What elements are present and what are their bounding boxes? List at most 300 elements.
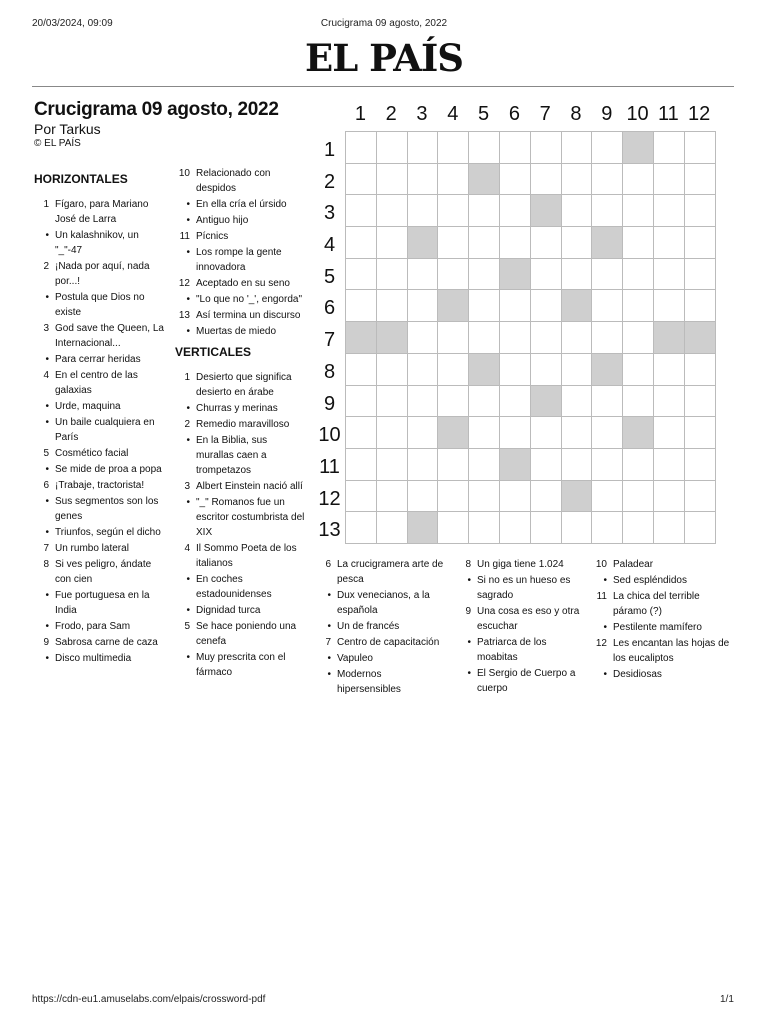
clue-text: En la Biblia, sus murallas caen a trompetazos [196,435,268,476]
clue-item [592,620,730,635]
column-number: 1 [354,103,366,125]
clue-number: 1 [184,372,190,383]
clue-number: • [186,403,190,414]
grid-cell[interactable] [654,386,685,418]
clue-number: • [327,621,331,632]
footer-url: https://cdn-eu1.amuselabs.com/elpais/crossword-pdf [32,994,266,1005]
clue-number: • [603,669,607,680]
grid-cell[interactable] [377,449,408,481]
grid-cell[interactable] [500,290,531,322]
grid-cell[interactable] [654,417,685,449]
grid-cell-blocked [377,322,408,354]
clue-text: Fue portuguesa en la India [55,590,150,616]
grid-cell[interactable] [592,512,623,544]
grid-cell[interactable] [377,132,408,164]
clue-item [316,619,448,634]
grid-cell[interactable] [562,322,593,354]
row-number: 7 [323,329,336,352]
clue-item [316,651,448,666]
clue-text: Remedio maravilloso [196,419,290,430]
grid-cell-blocked [623,132,654,164]
clue-item [175,370,307,400]
grid-cell[interactable] [346,417,377,449]
header-divider [32,86,734,87]
grid-cell[interactable] [531,449,562,481]
grid-cell[interactable] [377,195,408,227]
clue-item [175,417,307,432]
grid-cell[interactable] [346,449,377,481]
clue-text: Disco multimedia [55,653,132,664]
clue-text: Si no es un hueso es sagrado [477,575,571,601]
clue-number: • [186,215,190,226]
clue-text: Albert Einstein nació allí [196,481,303,492]
grid-cell[interactable] [377,481,408,513]
grid-cell[interactable] [469,322,500,354]
verticales-heading: VERTICALES [175,345,252,359]
clue-text: Se hace poniendo una cenefa [196,621,297,647]
clue-text: Se mide de proa a popa [55,464,162,475]
grid-cell[interactable] [531,132,562,164]
grid-cell[interactable] [623,259,654,291]
grid-cell[interactable] [346,481,377,513]
grid-cell[interactable] [469,290,500,322]
author: Por Tarkus [34,121,101,137]
clue-number: • [186,605,190,616]
horizontales-heading: HORIZONTALES [34,172,128,186]
clue-number: • [45,527,49,538]
grid-cell[interactable] [469,512,500,544]
grid-cell[interactable] [469,227,500,259]
grid-cell[interactable] [438,449,469,481]
grid-cell[interactable] [346,290,377,322]
grid-cell[interactable] [469,417,500,449]
clue-item [592,557,730,572]
grid-cell[interactable] [654,290,685,322]
grid-cell[interactable] [469,132,500,164]
clue-text: Vapuleo [337,653,373,664]
grid-cell[interactable] [531,290,562,322]
clues-column-1 [34,172,166,667]
column-number: 2 [385,103,397,125]
clue-list-down-3 [456,557,588,696]
grid-cell[interactable] [685,195,716,227]
grid-cell[interactable] [438,386,469,418]
clue-number: 8 [43,559,49,570]
clues-column-2 [175,166,307,681]
grid-cell[interactable] [500,132,531,164]
clue-number: • [467,575,471,586]
clue-text: Los rompe la gente innovadora [196,247,282,273]
column-number: 9 [601,103,613,125]
grid-cell[interactable] [377,164,408,196]
grid-cell[interactable] [592,322,623,354]
clue-text: Así termina un discurso [196,310,301,321]
grid-cell[interactable] [377,512,408,544]
clue-item [34,462,166,477]
grid-cell[interactable] [685,386,716,418]
grid-cell[interactable] [346,227,377,259]
clue-item [592,636,730,666]
clue-number: 3 [43,323,49,334]
grid-cell[interactable] [408,481,439,513]
grid-cell[interactable] [531,512,562,544]
grid-cell[interactable] [623,449,654,481]
clue-item [175,245,307,275]
grid-cell-blocked [500,449,531,481]
grid-cell[interactable] [685,290,716,322]
grid-cell[interactable] [500,227,531,259]
grid-cell[interactable] [531,227,562,259]
grid-cell[interactable] [408,290,439,322]
clue-item [316,588,448,618]
clue-text: Modernos hipersensibles [337,669,401,695]
grid-cell[interactable] [562,259,593,291]
row-number: 6 [323,297,336,320]
grid-cell-blocked [500,259,531,291]
clue-text: El Sergio de Cuerpo a cuerpo [477,668,576,694]
grid-cell[interactable] [500,354,531,386]
grid-cell[interactable] [623,512,654,544]
clue-number: • [186,435,190,446]
row-number: 9 [323,392,336,415]
grid-cell[interactable] [562,164,593,196]
print-doc-title: Crucigrama 09 agosto, 2022 [320,18,448,29]
clue-text: Muertas de miedo [196,326,277,337]
grid-cell[interactable] [685,449,716,481]
grid-cell[interactable] [438,322,469,354]
column-numbers [345,103,715,126]
clue-number: • [186,199,190,210]
clue-text: Dignidad turca [196,605,261,616]
clue-text: Sus segmentos son los genes [55,496,159,522]
clue-text: Un kalashnikov, un "_"-47 [55,230,139,256]
grid-cell[interactable] [685,481,716,513]
grid-cell[interactable] [562,449,593,481]
grid-cell[interactable] [531,417,562,449]
grid-cell[interactable] [438,132,469,164]
clue-item [175,495,307,540]
grid-cell[interactable] [500,512,531,544]
clue-number: 5 [43,448,49,459]
clue-item [456,635,588,665]
grid-cell[interactable] [562,195,593,227]
grid-cell[interactable] [438,259,469,291]
grid-cell[interactable] [469,259,500,291]
grid-cell-blocked [408,227,439,259]
clue-item [34,290,166,320]
clue-item [175,541,307,571]
grid-cell[interactable] [592,132,623,164]
row-number: 10 [318,424,341,447]
row-number: 4 [323,234,336,257]
grid-cell[interactable] [408,449,439,481]
column-number: 7 [539,103,551,125]
grid-cell[interactable] [685,259,716,291]
grid-cell-blocked [654,322,685,354]
clue-number: • [45,354,49,365]
grid-cell[interactable] [623,481,654,513]
grid-cell[interactable] [469,386,500,418]
clue-item [592,573,730,588]
grid-cell[interactable] [377,290,408,322]
grid-cell[interactable] [685,132,716,164]
grid-cell[interactable] [685,227,716,259]
clue-text: Un baile cualquiera en París [55,417,155,443]
grid-cell[interactable] [654,481,685,513]
clue-text: Para cerrar heridas [55,354,141,365]
clue-number: • [186,326,190,337]
clue-item [34,446,166,461]
grid-cell[interactable] [562,417,593,449]
clue-number: 13 [178,310,190,321]
grid-cell[interactable] [562,132,593,164]
clue-text: Un de francés [337,621,400,632]
grid-cell-blocked [531,386,562,418]
grid-cell[interactable] [654,132,685,164]
grid-cell[interactable] [469,481,500,513]
grid-cell[interactable] [469,195,500,227]
clue-item [175,197,307,212]
grid-cell[interactable] [531,322,562,354]
clue-number: 3 [184,481,190,492]
grid-cell[interactable] [346,132,377,164]
grid-cell[interactable] [408,195,439,227]
grid-cell[interactable] [377,386,408,418]
grid-cell[interactable] [408,354,439,386]
copyright: © EL PAÍS [34,138,81,149]
grid-cell[interactable] [623,354,654,386]
clue-text: Fígaro, para Mariano José de Larra [55,199,149,225]
grid-cell[interactable] [654,195,685,227]
clue-number: • [45,292,49,303]
clue-number: • [45,417,49,428]
grid-cell[interactable] [623,195,654,227]
clue-number: 11 [179,231,190,242]
clue-text: Un rumbo lateral [55,543,129,554]
grid-cell[interactable] [685,354,716,386]
clue-item [175,603,307,618]
clue-number: • [186,574,190,585]
grid-cell[interactable] [408,259,439,291]
grid-cell[interactable] [592,164,623,196]
clue-item [175,276,307,291]
grid-cell[interactable] [562,354,593,386]
clue-number: 5 [184,621,190,632]
clue-item [34,635,166,650]
column-number: 6 [508,103,520,125]
clue-item [316,557,448,587]
clue-text: Triunfos, según el dicho [55,527,161,538]
clue-number: • [45,590,49,601]
grid-cell-blocked [685,322,716,354]
grid-cell[interactable] [623,227,654,259]
clue-item [34,478,166,493]
grid-cell[interactable] [408,417,439,449]
grid-cell[interactable] [377,417,408,449]
grid-cell[interactable] [562,227,593,259]
clue-item [175,650,307,680]
grid-cell[interactable] [654,449,685,481]
grid-cell[interactable] [346,195,377,227]
clue-text: Relacionado con despidos [196,168,271,194]
grid-cell[interactable] [500,481,531,513]
grid-cell[interactable] [623,164,654,196]
grid-cell[interactable] [377,259,408,291]
row-number: 5 [323,265,336,288]
grid-cell[interactable] [408,132,439,164]
grid-cell[interactable] [438,512,469,544]
clue-number: • [186,652,190,663]
grid-cell[interactable] [592,449,623,481]
clue-text: Centro de capacitación [337,637,440,648]
clue-text: En ella cría el úrsido [196,199,287,210]
grid-cell[interactable] [377,227,408,259]
grid-cell[interactable] [500,386,531,418]
grid-cell[interactable] [408,164,439,196]
grid-cell-blocked [623,417,654,449]
grid-cell[interactable] [500,417,531,449]
clue-number: • [45,653,49,664]
grid-cell[interactable] [592,386,623,418]
grid-cell[interactable] [592,481,623,513]
row-number: 13 [318,519,341,542]
clue-text: Pestilente mamífero [613,622,702,633]
clue-text: Pícnics [196,231,229,242]
column-number: 5 [478,103,490,125]
clue-number: • [186,497,190,508]
grid-cell-blocked [408,512,439,544]
clue-text: Sabrosa carne de caza [55,637,158,648]
clue-number: • [327,590,331,601]
column-number: 3 [416,103,428,125]
clue-text: Les encantan las hojas de los eucaliptos [613,638,730,664]
clue-number: 2 [184,419,190,430]
clue-number: 11 [596,591,607,602]
clue-item [175,292,307,307]
clue-list-down-1 [175,370,307,680]
grid-cell[interactable] [685,417,716,449]
clue-number: • [45,401,49,412]
grid-cell[interactable] [531,354,562,386]
grid-cell[interactable] [531,259,562,291]
grid-cell[interactable] [592,290,623,322]
grid-cell-blocked [469,354,500,386]
grid-cell[interactable] [469,449,500,481]
clue-text: Una cosa es eso y otra escuchar [477,606,580,632]
grid-cell[interactable] [562,512,593,544]
grid-cell[interactable] [438,195,469,227]
grid-cell[interactable] [654,227,685,259]
print-datetime: 20/03/2024, 09:09 [32,18,113,29]
grid-cell[interactable] [623,322,654,354]
clue-number: 10 [595,559,607,570]
clue-number: 8 [465,559,471,570]
grid-cell-blocked [346,322,377,354]
grid-cell[interactable] [592,417,623,449]
grid-cell[interactable] [438,481,469,513]
clue-number: 1 [43,199,49,210]
clue-item [34,557,166,587]
clue-item [175,324,307,339]
grid-cell[interactable] [531,481,562,513]
grid-cell[interactable] [654,354,685,386]
clue-number: 12 [178,278,190,289]
grid-cell[interactable] [592,259,623,291]
clue-item [175,572,307,602]
clue-text: Sed espléndidos [613,575,687,586]
grid-cell[interactable] [438,164,469,196]
grid-cell-blocked [469,164,500,196]
grid-cell[interactable] [408,386,439,418]
grid-cell[interactable] [346,354,377,386]
clue-text: La crucigramera arte de pesca [337,559,444,585]
clue-item [34,228,166,258]
grid-cell[interactable] [531,164,562,196]
clue-item [456,666,588,696]
clue-text: En el centro de las galaxias [55,370,138,396]
clue-item [175,308,307,323]
clue-text: Cosmético facial [55,448,129,459]
grid-cell-blocked [592,227,623,259]
clue-item [175,479,307,494]
grid-cell[interactable] [654,164,685,196]
grid-cell[interactable] [685,164,716,196]
grid-cell[interactable] [377,354,408,386]
column-number: 10 [626,103,649,125]
row-numbers [314,135,345,547]
grid-cell[interactable] [592,195,623,227]
grid-cell[interactable] [685,512,716,544]
clue-text: Paladear [613,559,654,570]
grid-cell[interactable] [654,512,685,544]
grid-cell-blocked [592,354,623,386]
column-number: 11 [657,103,679,125]
clue-item [34,525,166,540]
grid-cell-blocked [438,290,469,322]
clue-item [592,667,730,682]
clue-text: Aceptado en su seno [196,278,290,289]
grid-cell[interactable] [654,259,685,291]
grid-cell[interactable] [346,259,377,291]
grid-cell[interactable] [438,227,469,259]
grid-cell[interactable] [346,164,377,196]
grid-cell[interactable] [346,512,377,544]
grid-cell[interactable] [623,386,654,418]
grid-cell[interactable] [346,386,377,418]
clue-number: 9 [465,606,471,617]
clue-item [175,166,307,196]
clue-number: • [467,637,471,648]
clue-item [456,573,588,603]
grid-cell[interactable] [408,322,439,354]
grid-cell[interactable] [438,354,469,386]
clue-number: • [45,464,49,475]
clue-number: • [45,230,49,241]
clue-text: Desidiosas [613,669,662,680]
column-number: 8 [570,103,582,125]
clue-text: Il Sommo Poeta de los italianos [196,543,297,569]
clue-number: 4 [184,543,190,554]
grid-cell[interactable] [500,164,531,196]
grid-cell[interactable] [623,290,654,322]
clue-number: • [186,247,190,258]
grid-cell[interactable] [500,195,531,227]
clue-list-down-4 [592,557,730,682]
grid-cell[interactable] [562,386,593,418]
grid-cell[interactable] [500,322,531,354]
clue-list-down-2 [316,557,448,697]
clue-item [34,651,166,666]
